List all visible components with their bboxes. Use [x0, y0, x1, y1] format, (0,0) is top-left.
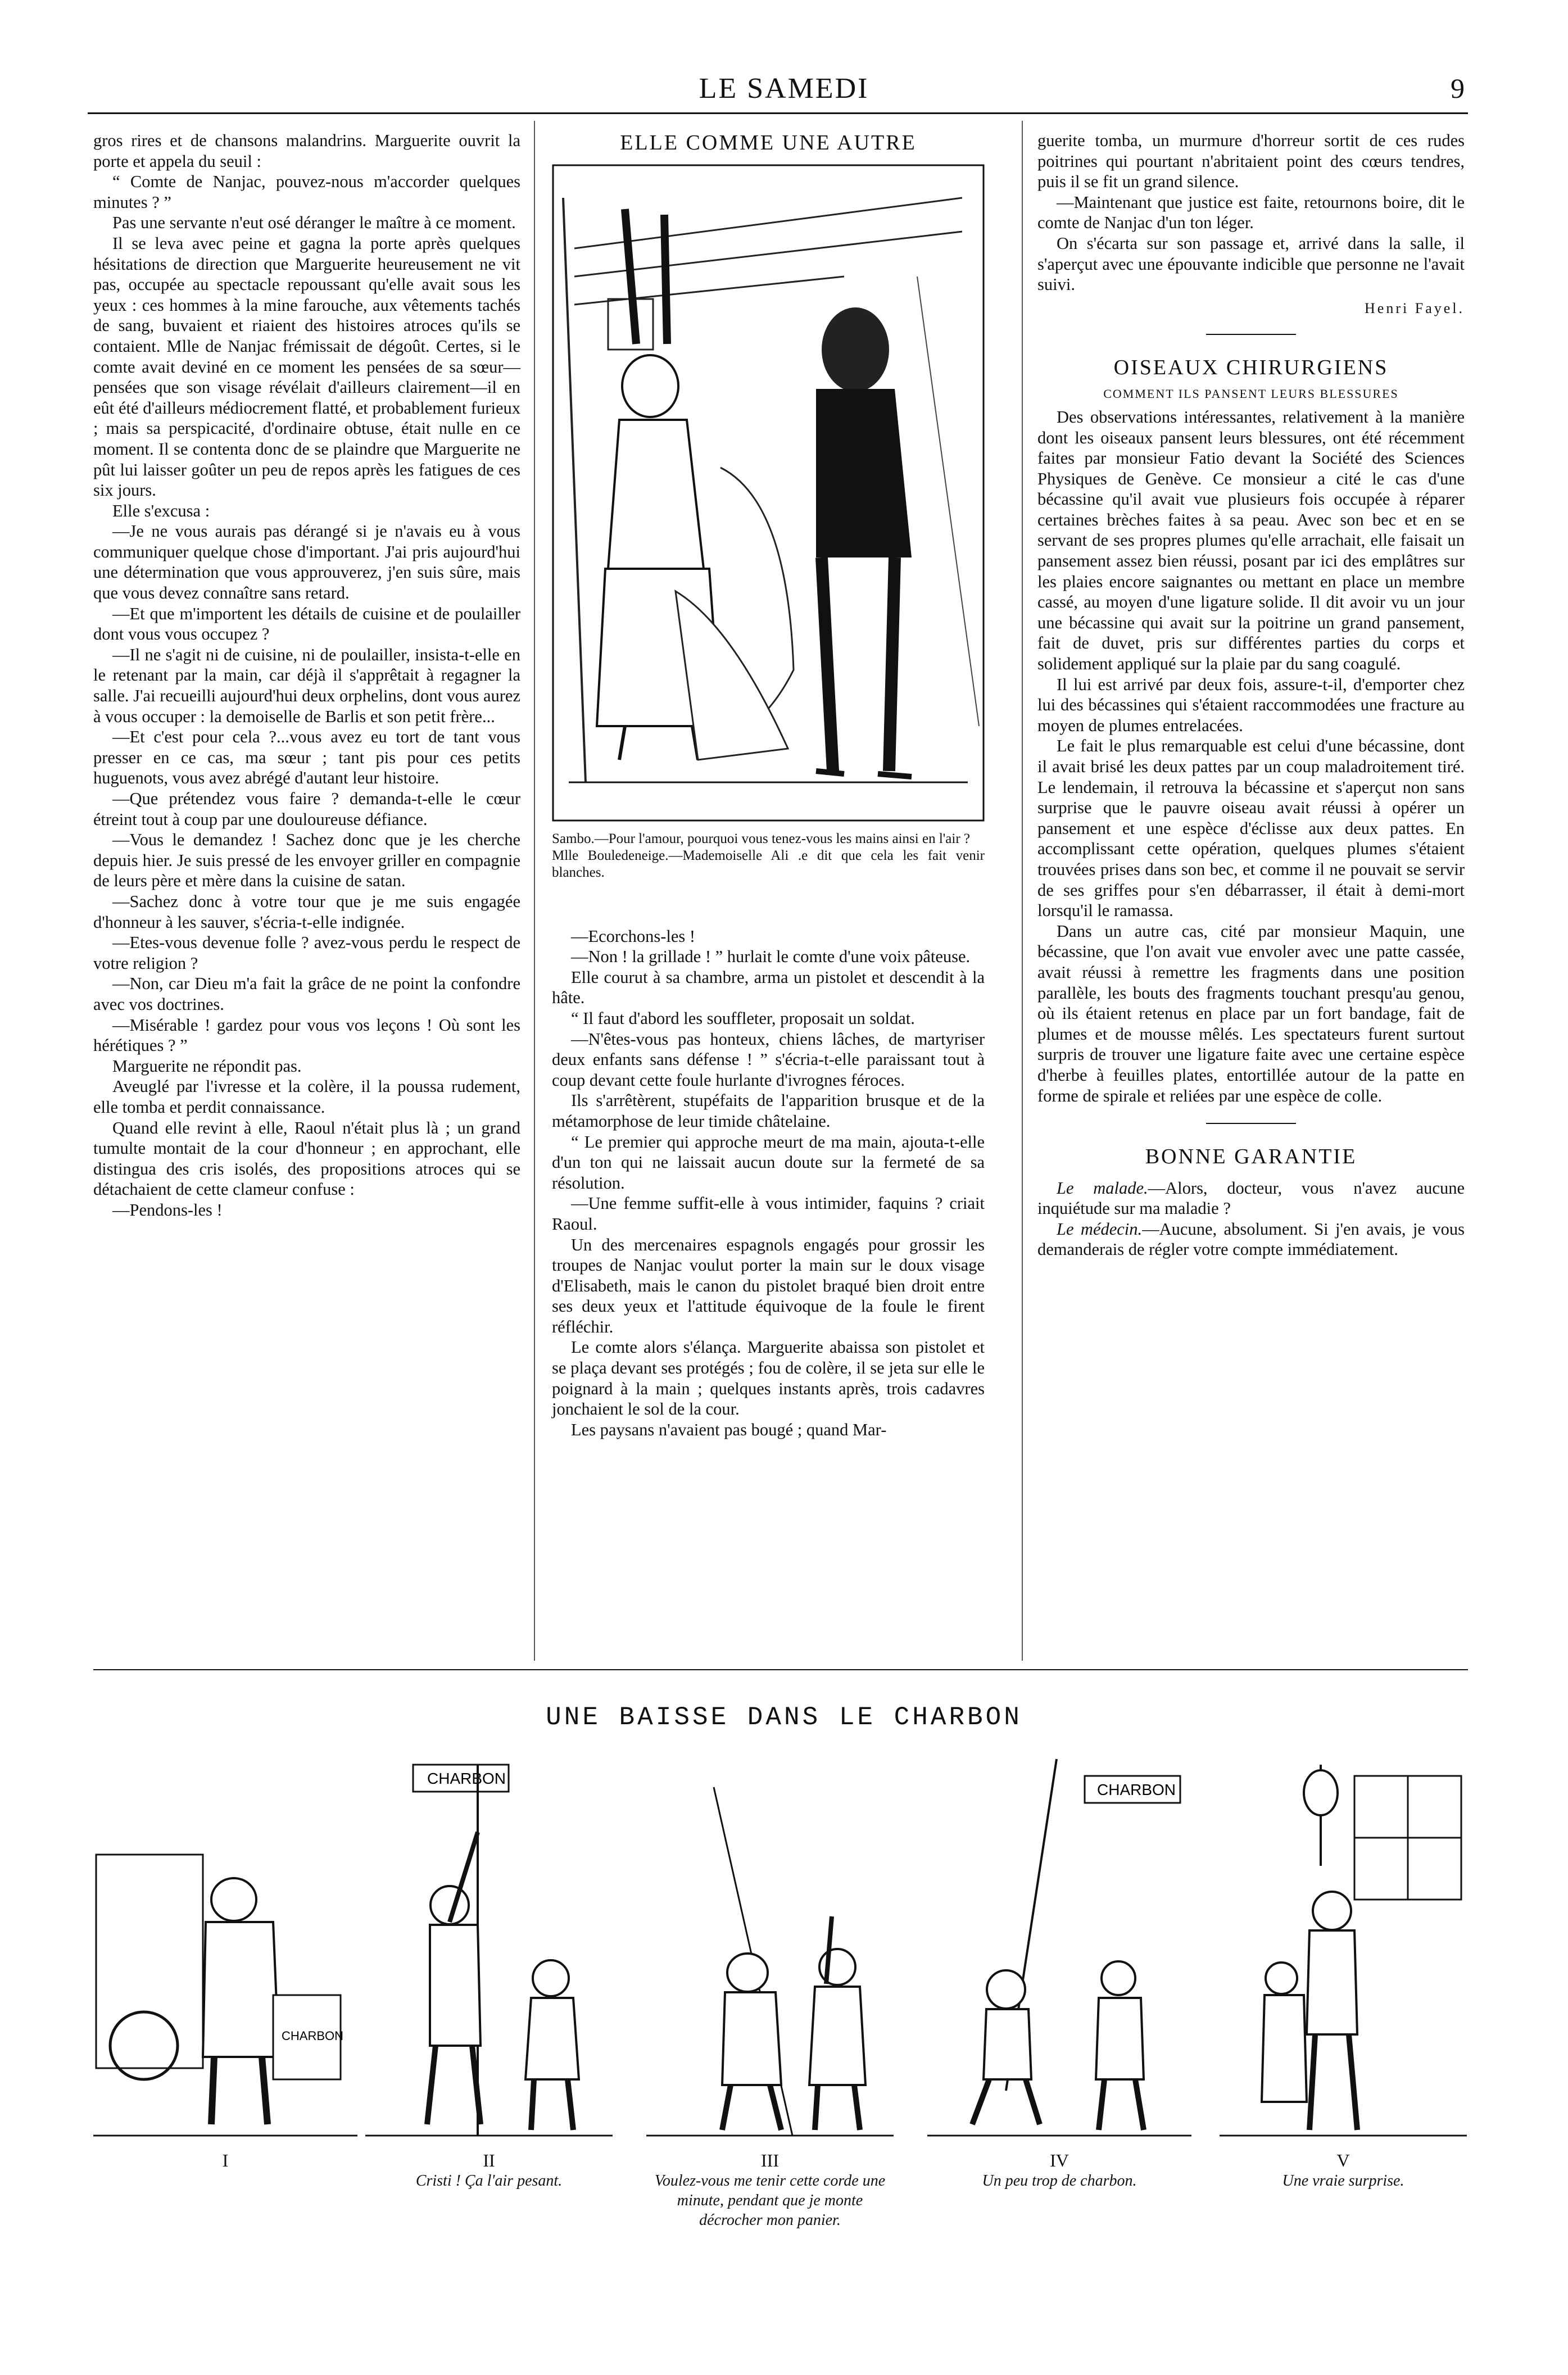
paragraph: —Ecorchons-les !	[571, 926, 696, 946]
paragraph: Un des mercenaires espagnols engagés pour grossir les troupes de Nanjac voulut porter la main sur le doux visage d'Elisabeth, mais le canon du pistolet braqué bien droit entre ses deux yeux et l'attitude équivoque de la foule le firent réfléchir.	[552, 1235, 985, 1336]
comic-panel-drawing	[1220, 1742, 1467, 2147]
paragraph: —Maintenant que justice est faite, retournons boire, dit le comte de Nanjac d'un ton léger.	[1037, 192, 1465, 233]
section-divider	[1206, 334, 1296, 335]
comic-panel-5	[1220, 1742, 1467, 2191]
paragraph: —Non, car Dieu m'a fait la grâce de ne point la confondre avec vos doctrines.	[93, 974, 520, 1014]
cartoon-illustration	[552, 164, 985, 822]
paragraph: Il se leva avec peine et gagna la porte après quelques hésitations de direction que Marguerite heureusement ne vit pas, occupée au spectacle repoussant qu'elle avait sous les yeux : ces hommes à la mine farouche, aux vêtements tachés de sang, buvaient et riaient des histoires atroces qu'ils se contaient. Mlle de Nanjac frémissait de dégoût. Certes, si le comte avait deviné en ce moment les pensées de sa sœur—pensées que son visage révélait d'ailleurs clairement—il en eût été d'ailleurs médiocrement flatté, et probablement furieux ; mais sa perspicacité, d'ordinaire obtuse, était nulle en ce moment. Il se contenta donc de se plaindre que Marguerite ne pût lui laisser goûter un peu de repos après les fatigues de ces six jours.	[93, 233, 520, 500]
comic-panel-drawing	[365, 1742, 613, 2147]
panel-caption: Une vraie surprise.	[1282, 2172, 1404, 2190]
author-signature: Henri Fayel.	[1365, 300, 1465, 316]
panel-number: II	[483, 2150, 495, 2170]
paragraph: Des observations intéressantes, relativement à la manière dont les oiseaux pansent leurs blessures, ont été récemment faites par monsieur Fatio devant la Société des Sciences Physiques de Genève. Ce monsieur a cité le cas d'une bécassine qu'il avait vue plusieurs fois occupée à réparer certaines brèches faites à sa peau. Avec son bec et en se servant de ses propres plumes qu'elle arrachait, elle faisait un pansement assez bien réussi, posant par ici des emplâtres sur les plaies encore saignantes ou mettant en place un membre cassé, au moyen d'une ligature solide. Il dit avoir vu un jour une bécassine qui avait sur la poitrine un grand pansement, fait de duvet, pris sur différentes parties du corps et solidement appliqué sur la plaie par du sang coagulé.	[1037, 407, 1465, 674]
speaker: Le malade.	[1057, 1178, 1148, 1198]
comic-panel-drawing	[646, 1742, 894, 2147]
comic-strip-title: UNE BAISSE DANS LE CHARBON	[546, 1703, 1022, 1732]
paragraph: Quand elle revint à elle, Raoul n'était plus là ; un grand tumulte montait de la cour d'honneur ; en approchant, elle distingua des cris isolés, des propositions atroces qui se détachaient de cette clameur confuse :	[93, 1118, 520, 1199]
paragraph: —N'êtes-vous pas honteux, chiens lâches, de martyriser deux enfants sans défense ! ” s'écria-t-elle paraissant tout à coup devant cette foule hurlante d'ivrognes féroces.	[552, 1029, 985, 1090]
comic-panel-drawing	[927, 1742, 1191, 2147]
paragraph: —Que prétendez vous faire ? demanda-t-elle le cœur étreint tout à coup par une douloureuse défiance.	[93, 789, 520, 829]
comic-panel-1	[93, 1742, 357, 2171]
paragraph: Il lui est arrivé par deux fois, assure-t-il, d'emporter chez lui des bécassines qui s'étaient raccommodées une fracture au moyen de plumes entrelacées.	[1037, 674, 1465, 735]
section-title: ELLE COMME UNE AUTRE	[620, 131, 917, 155]
panel-number: III	[761, 2150, 779, 2170]
paragraph: “ Comte de Nanjac, pouvez-nous m'accorder quelques minutes ? ”	[93, 172, 520, 212]
paragraph: Elle s'excusa :	[112, 501, 210, 520]
column-divider	[1022, 121, 1023, 1661]
comic-panel-3	[646, 1742, 894, 2230]
paragraph: —Et c'est pour cela ?...vous avez eu tort de tant vous presser en ce cas, ma sœur ; tant pis pour ces petits huguenots, vous avez abrégé d'autant leur histoire.	[93, 727, 520, 788]
paragraph: gros rires et de chansons malandrins. Marguerite ouvrit la porte et appela du seuil :	[93, 131, 520, 171]
panel-caption: Cristi ! Ça l'air pesant.	[415, 2172, 563, 2190]
paragraph: Dans un autre cas, cité par monsieur Maquin, une bécassine, que l'on avait vue envoler avec une patte cassée, avait réussi à remettre les fragments dans une position parallèle, les bouts des fragments touchant presqu'au genou, où ils étaient retenus en place par un fort bandage, fait de plumes et de mousse mêlés. Les spectateurs furent surtout surpris de trouver une ligature faite avec une certaine espèce d'herbe à feuilles plates, entortillée autour de la patte en forme de spirale et reliées par une espèce de colle.	[1037, 921, 1465, 1105]
paragraph: —Misérable ! gardez pour vous vos leçons ! Où sont les hérétiques ? ”	[93, 1015, 520, 1055]
section-divider	[1206, 1123, 1296, 1124]
panel-number: V	[1336, 2150, 1350, 2170]
dialogue-text: —Aucune, absolument. Si j'en avais, je vous demanderais de régler votre compte immédiatement.	[1037, 1219, 1465, 1259]
header-rule	[88, 112, 1468, 114]
paragraph: —Une femme suffit-elle à vous intimider, faquins ? criait Raoul.	[552, 1194, 985, 1234]
paragraph: Elle courut à sa chambre, arma un pistolet et descendit à la hâte.	[552, 967, 985, 1008]
column-divider	[534, 121, 535, 1661]
column-right	[1037, 130, 1465, 1260]
speaker: Le médecin.	[1057, 1219, 1143, 1239]
paragraph: On s'écarta sur son passage et, arrivé dans la salle, il s'aperçut avec une épouvante indicible que personne ne l'avait suivi.	[1037, 233, 1465, 294]
comic-panel-4	[927, 1742, 1191, 2191]
paragraph: Pas une servante n'eut osé déranger le maître à ce moment.	[112, 213, 516, 233]
paragraph: Aveuglé par l'ivresse et la colère, il la poussa rudement, elle tomba et perdit connaissance.	[93, 1077, 520, 1117]
paragraph: —Je ne vous aurais pas dérangé si je n'avais eu à vous communiquer quelque chose d'important. J'ai pris aujourd'hui une détermination que vous approuverez, j'en suis sûre, mais que vous devez connaître sans retard.	[93, 522, 520, 603]
newspaper-title: LE SAMEDI	[699, 72, 869, 105]
shop-sign-text: CHARBON	[1097, 1781, 1176, 1798]
dialogue-line	[1037, 1219, 1465, 1260]
paragraph: Ils s'arrêtèrent, stupéfaits de l'apparition brusque et de la métamorphose de leur timide châtelaine.	[552, 1091, 985, 1131]
paragraph: guerite tomba, un murmure d'horreur sortit de ces rudes poitrines qui pourtant n'abritaient point des cœurs tendres, puis il se fit un grand silence.	[1037, 131, 1465, 192]
section-title: BONNE GARANTIE	[1145, 1145, 1357, 1169]
shop-sign-text: CHARBON	[427, 1770, 506, 1787]
paragraph: “ Il faut d'abord les souffleter, proposait un soldat.	[571, 1008, 915, 1028]
panel-number: I	[222, 2150, 229, 2170]
paragraph: —Sachez donc à votre tour que je me suis engagée d'honneur à les sauver, s'écria-t-elle indignée.	[93, 891, 520, 932]
section-title: OISEAUX CHIRURGIENS	[1113, 355, 1389, 379]
strip-divider	[93, 1669, 1468, 1670]
comic-panel-2	[365, 1742, 613, 2191]
paragraph: —Non ! la grillade ! ” hurlait le comte d'une voix pâteuse.	[571, 947, 971, 967]
panel-caption: Voulez-vous me tenir cette corde une minute, pendant que je monte décrocher mon panier.	[654, 2172, 886, 2229]
paragraph: —Etes-vous devenue folle ? avez-vous perdu le respect de votre religion ?	[93, 933, 520, 973]
bag-label: CHARBON	[282, 2029, 344, 2043]
spacer	[552, 881, 985, 926]
panel-caption: Un peu trop de charbon.	[982, 2172, 1137, 2190]
column-middle	[552, 130, 985, 1440]
column-left	[93, 130, 520, 1220]
paragraph: —Pendons-les !	[112, 1200, 223, 1220]
panel-number: IV	[1050, 2150, 1069, 2170]
paragraph: Le comte alors s'élança. Marguerite abaissa son pistolet et se plaça devant ses protégés ; fou de colère, il se jeta sur elle le poignard à la main ; quelques instants après, trois cadavres jonchaient le sol de la cour.	[552, 1338, 985, 1419]
paragraph: Les paysans n'avaient pas bougé ; quand Mar-	[571, 1420, 887, 1439]
paragraph: —Vous le demandez ! Sachez donc que je les cherche depuis hier. Je suis pressé de les envoyer griller en compagnie de leurs père et mère dans la cuisine de satan.	[93, 830, 520, 891]
illustration-caption: Sambo.—Pour l'amour, pourquoi vous tenez-vous les mains ainsi en l'air ?	[552, 831, 970, 846]
paragraph: —Et que m'importent les détails de cuisine et de poulailler dont vous vous occupez ?	[93, 604, 520, 644]
paragraph: “ Le premier qui approche meurt de ma main, ajouta-t-elle d'un ton qui ne laissait aucun doute sur la fermeté de sa résolution.	[552, 1132, 985, 1193]
page-number: 9	[1451, 72, 1465, 104]
paragraph: —Il ne s'agit ni de cuisine, ni de poulailler, insista-t-elle en le retenant par la main, car déjà il s'apprêtait à regagner la salle. J'ai recueilli aujourd'hui deux orphelins, dont vous aurez à vous occuper : la demoiselle de Barlis et son petit frère...	[93, 645, 520, 726]
paragraph: Marguerite ne répondit pas.	[112, 1056, 302, 1076]
illustration-caption: Mlle Bouledeneige.—Mademoiselle Ali .e dit que cela les fait venir blanches.	[552, 847, 985, 880]
section-subtitle: COMMENT ILS PANSENT LEURS BLESSURES	[1103, 386, 1399, 401]
dialogue-line	[1037, 1178, 1465, 1219]
comic-panel-drawing	[93, 1742, 357, 2147]
paragraph: Le fait le plus remarquable est celui d'une bécassine, dont il avait brisé les deux pattes par un coup maladroitement tiré. Le lendemain, il retrouva la bécassine et s'aperçut non sans surprise que le pauvre oiseau avait réussi à opérer un pansement et une espèce d'éclisse aux deux pattes. En accomplissant cette opération, quelques plumes s'étaient trouvées prises dans son bec, et comme il ne pouvait se servir de ses griffes pour s'en débarrasser, il était à demi-mort lorsqu'il le ramassa.	[1037, 736, 1465, 921]
dialogue-text: —Alors, docteur, vous n'avez aucune inquiétude sur ma maladie ?	[1037, 1178, 1465, 1218]
